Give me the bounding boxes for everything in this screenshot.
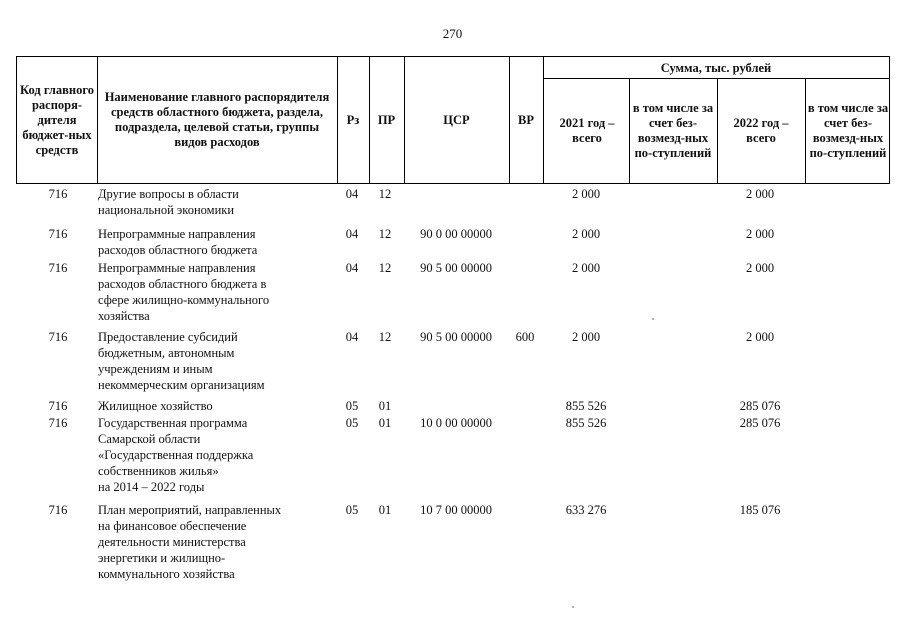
scan-speck [572, 606, 574, 608]
header-2022-free: в том числе за счет без-возмезд-ных по-ступлений [807, 101, 889, 160]
row-2022-total: 285 076 [739, 416, 781, 430]
row-code: 716 [48, 187, 68, 201]
row-code: 716 [48, 227, 68, 241]
header-2021-total: 2021 год – всего [559, 116, 615, 145]
row-pr: 12 [378, 261, 392, 275]
row-csr: 90 5 00 00000 [420, 261, 492, 275]
row-pr: 01 [378, 503, 392, 517]
header-pr: ПР [377, 112, 396, 127]
header-sum-title: Сумма, тыс. рублей [660, 60, 772, 75]
scan-speck [652, 318, 654, 320]
row-rz: 04 [345, 227, 359, 241]
row-2021-total: 2 000 [571, 187, 601, 201]
row-code: 716 [48, 261, 68, 275]
header-divider [805, 79, 806, 183]
row-2022-total: 2 000 [745, 330, 775, 344]
row-csr: 10 7 00 00000 [420, 503, 492, 517]
row-vr: 600 [515, 330, 535, 344]
page-number: 270 [442, 26, 463, 41]
header-vr: ВР [518, 112, 534, 127]
header-name: Наименование главного распорядителя средств областного бюджета, раздела, подраздела, целевой статьи, группы видов расходов [104, 90, 330, 149]
row-rz: 05 [345, 399, 359, 413]
row-pr: 12 [378, 330, 392, 344]
row-name: Непрограммные направления расходов областного бюджета [98, 227, 258, 257]
row-pr: 12 [378, 227, 392, 241]
row-code: 716 [48, 399, 68, 413]
row-pr: 12 [378, 187, 392, 201]
row-2021-total: 2 000 [571, 261, 601, 275]
row-2021-total: 2 000 [571, 227, 601, 241]
row-pr: 01 [378, 399, 392, 413]
row-pr: 01 [378, 416, 392, 430]
header-divider [629, 79, 630, 183]
row-csr: 90 0 00 00000 [420, 227, 492, 241]
row-name: Другие вопросы в области национальной экономики [98, 187, 239, 217]
row-name: План мероприятий, направленных на финансовое обеспечение деятельности министерства энергетики и жилищно- коммунального хозяйства [98, 503, 282, 581]
header-code: Код главного распоря-дителя бюджет-ных средств [20, 82, 94, 157]
row-code: 716 [48, 330, 68, 344]
header-2022-total: 2022 год – всего [733, 116, 789, 145]
row-rz: 05 [345, 416, 359, 430]
header-divider [717, 79, 718, 183]
header-2021-free: в том числе за счет без-возмезд-ных по-ступлений [632, 101, 714, 160]
row-code: 716 [48, 416, 68, 430]
row-name: Государственная программа Самарской области «Государственная поддержка собственников жилья» на 2014 – 2022 годы [98, 416, 254, 494]
table-header [16, 56, 890, 184]
row-rz: 04 [345, 261, 359, 275]
row-2022-total: 285 076 [739, 399, 781, 413]
row-name: Жилищное хозяйство [98, 399, 213, 413]
row-rz: 05 [345, 503, 359, 517]
row-name: Непрограммные направления расходов областного бюджета в сфере жилищно-коммунального хозяйства [98, 261, 270, 323]
row-2021-total: 855 526 [565, 399, 607, 413]
row-rz: 04 [345, 330, 359, 344]
row-code: 716 [48, 503, 68, 517]
row-2022-total: 185 076 [739, 503, 781, 517]
row-2022-total: 2 000 [745, 261, 775, 275]
row-2021-total: 2 000 [571, 330, 601, 344]
row-2022-total: 2 000 [745, 187, 775, 201]
row-csr: 90 5 00 00000 [420, 330, 492, 344]
row-rz: 04 [345, 187, 359, 201]
header-divider [97, 57, 98, 183]
row-2021-total: 855 526 [565, 416, 607, 430]
header-csr: ЦСР [443, 112, 470, 127]
row-2022-total: 2 000 [745, 227, 775, 241]
row-2021-total: 633 276 [565, 503, 607, 517]
row-csr: 10 0 00 00000 [420, 416, 492, 430]
row-name: Предоставление субсидий бюджетным, автономным учреждениям и иным некоммерческим организациям [98, 330, 265, 392]
header-rz: Рз [346, 112, 360, 127]
